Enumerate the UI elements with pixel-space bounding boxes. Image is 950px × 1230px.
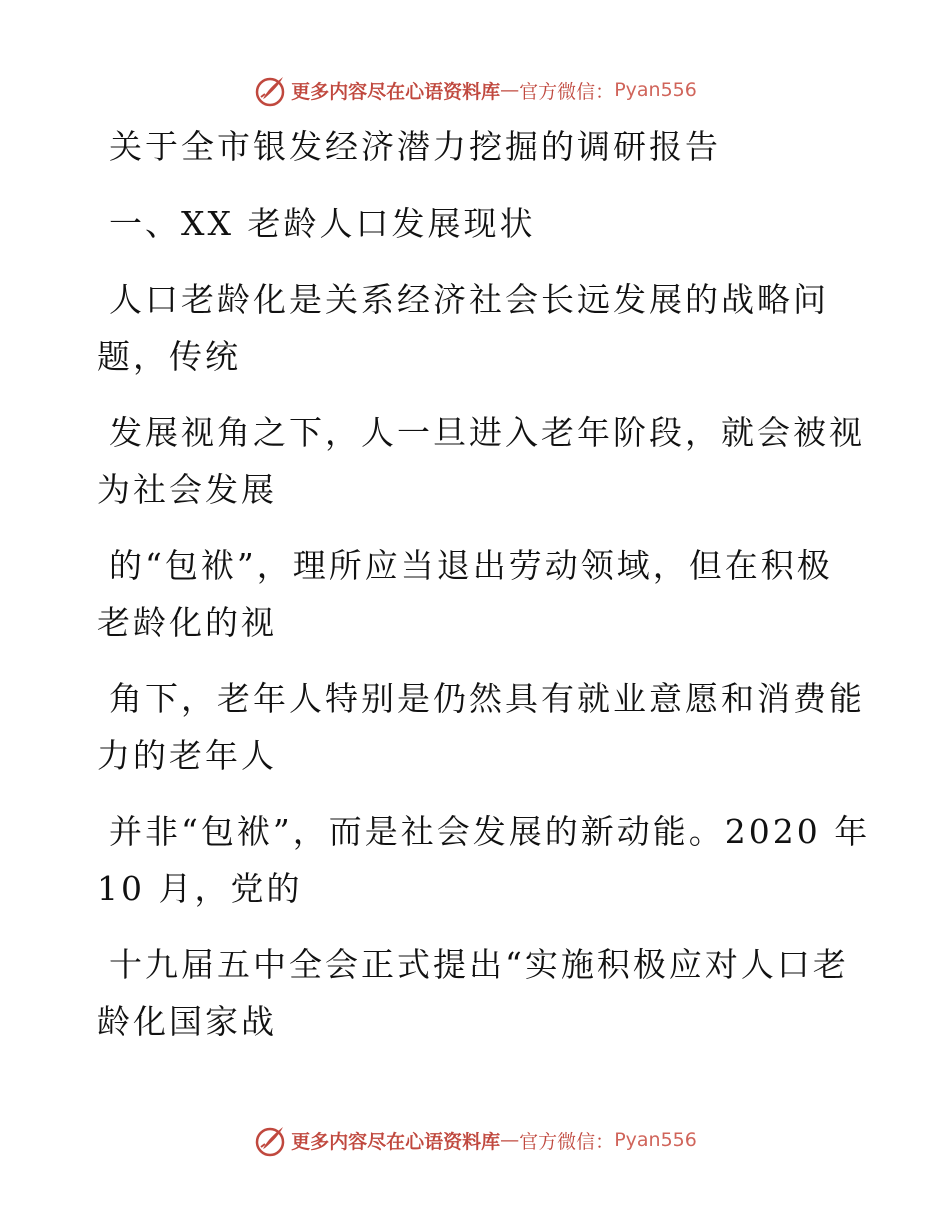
body-line: 发展视角之下，人一旦进入老年阶段，就会被视 (109, 413, 865, 452)
watermark-site: 更多内容尽在心语资料库 (291, 80, 501, 103)
quill-pen-icon (253, 73, 287, 107)
footer-watermark (0, 1120, 950, 1160)
body-line: 角下，老年人特别是仍然具有就业意愿和消费能 (109, 679, 865, 718)
body-line: 力的老年人 (97, 736, 277, 775)
document-body (97, 118, 871, 1050)
watermark-wechat-label: 官方微信： (519, 1130, 615, 1153)
watermark-wechat-id: Pyan556 (614, 1129, 697, 1151)
watermark-wechat-label: 官方微信： (519, 80, 615, 103)
header-watermark (0, 70, 950, 110)
body-line: 的“包袱”，理所应当退出劳动领域，但在积极 (109, 546, 833, 585)
body-line: 题，传统 (97, 337, 241, 376)
document-title: 关于全市银发经济潜力挖掘的调研报告 (109, 127, 721, 166)
body-line: 10 月，党的 (97, 869, 303, 908)
watermark-dash: — (500, 79, 520, 101)
body-line: 十九届五中全会正式提出“实施积极应对人口老 (109, 945, 849, 984)
watermark-dash: — (500, 1129, 520, 1151)
body-line: 人口老龄化是关系经济社会长远发展的战略问 (109, 280, 829, 319)
body-line: 龄化国家战 (97, 1002, 277, 1041)
quill-pen-icon (253, 1123, 287, 1157)
watermark-site: 更多内容尽在心语资料库 (291, 1130, 501, 1153)
section-heading: 一、XX 老龄人口发展现状 (109, 204, 536, 243)
body-line: 老龄化的视 (97, 603, 277, 642)
watermark-wechat-id: Pyan556 (614, 79, 697, 101)
body-line: 为社会发展 (97, 470, 277, 509)
body-line: 并非“包袱”，而是社会发展的新动能。2020 年 (109, 812, 871, 851)
